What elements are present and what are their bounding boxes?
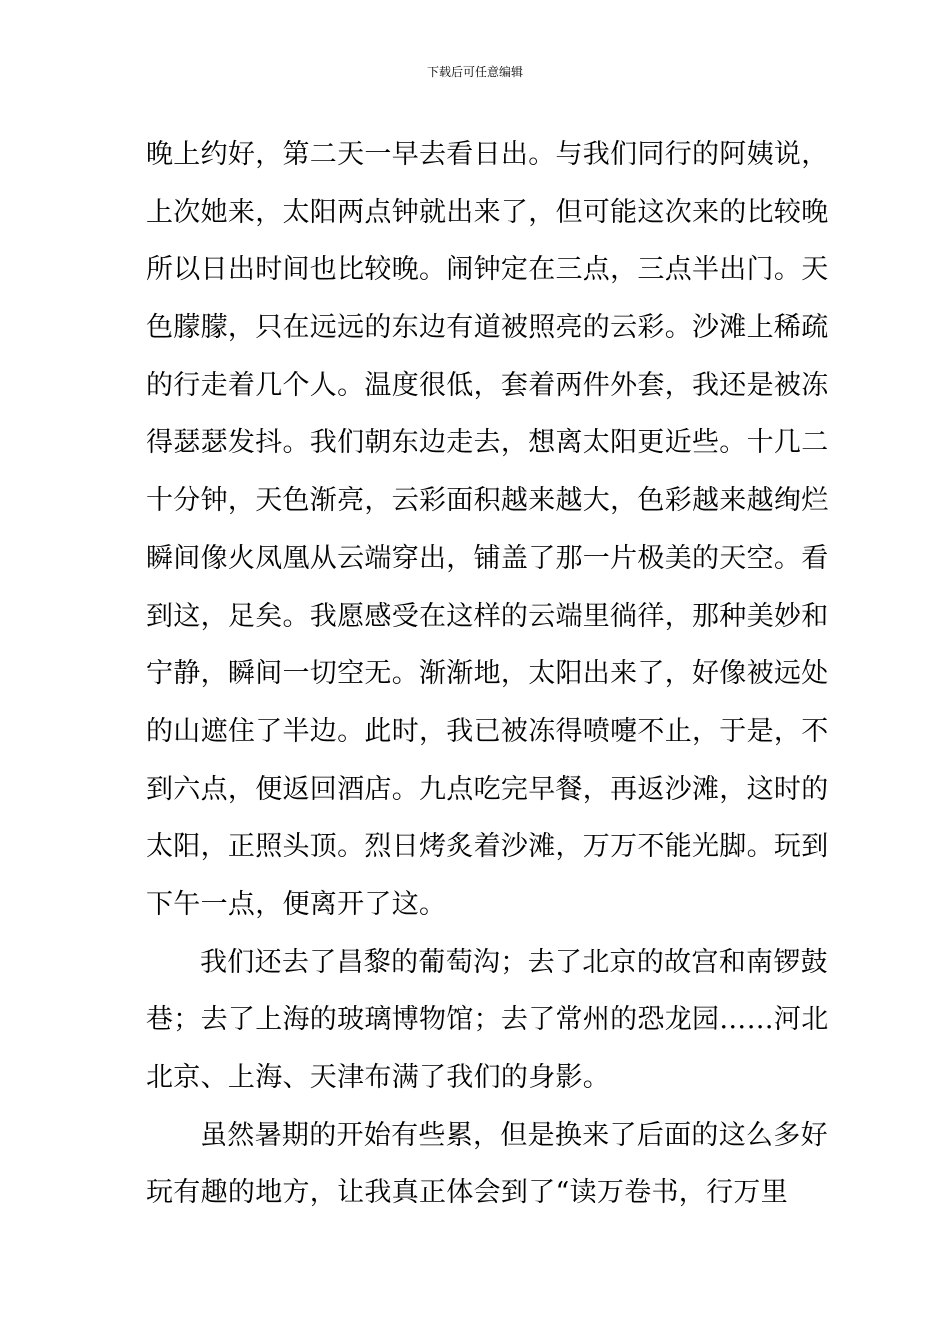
- text-line: 下午一点，便离开了这。: [146, 888, 447, 920]
- text-line: 太阳，正照头顶。烈日烤炙着沙滩，万万不能光脚。玩到: [146, 831, 829, 863]
- text-line: 得瑟瑟发抖。我们朝东边走去，想离太阳更近些。十几二: [146, 427, 829, 459]
- text-line: 虽然暑期的开始有些累，但是换来了后面的这么多好: [200, 1119, 828, 1151]
- text-line: 上次她来，太阳两点钟就出来了，但可能这次来的比较晚: [146, 196, 829, 228]
- text-line: 北京、上海、天津布满了我们的身影。: [146, 1062, 611, 1093]
- text-line: 晚上约好，第二天一早去看日出。与我们同行的阿姨说，: [146, 139, 829, 170]
- page-header: 下载后可任意编辑: [426, 65, 523, 79]
- text-line: 宁静，瞬间一切空无。渐渐地，太阳出来了，好像被远处: [146, 658, 829, 690]
- text-line: 到六点，便返回酒店。九点吃完早餐，再返沙滩，这时的: [146, 773, 829, 805]
- text-line: 的山遮住了半边。此时，我已被冻得喷嚏不止，于是，不: [146, 715, 829, 747]
- text-line: 所以日出时间也比较晚。闹钟定在三点，三点半出门。天: [146, 254, 829, 286]
- text-line: 到这，足矣。我愿感受在这样的云端里徜徉，那种美妙和: [146, 600, 829, 632]
- text-line: 色朦朦，只在远远的东边有道被照亮的云彩。沙滩上稀疏: [146, 312, 829, 344]
- paragraph-travels: [146, 934, 829, 1107]
- text-line: 的行走着几个人。温度很低，套着两件外套，我还是被冻: [146, 369, 829, 401]
- paragraph-sunrise: [146, 126, 829, 934]
- text-line: 瞬间像火凤凰从云端穿出，铺盖了那一片极美的天空。看: [146, 542, 829, 574]
- text-line: 巷；去了上海的玻璃博物馆；去了常州的恐龙园……河北: [146, 1004, 829, 1036]
- document-body: [146, 126, 829, 1222]
- paragraph-conclusion: [146, 1107, 828, 1222]
- text-line: 十分钟，天色渐亮，云彩面积越来越大，色彩越来越绚烂: [146, 485, 829, 517]
- text-line: 我们还去了昌黎的葡萄沟；去了北京的故宫和南锣鼓: [200, 946, 828, 978]
- text-line: 玩有趣的地方，让我真正体会到了“读万卷书，行万里: [146, 1177, 789, 1209]
